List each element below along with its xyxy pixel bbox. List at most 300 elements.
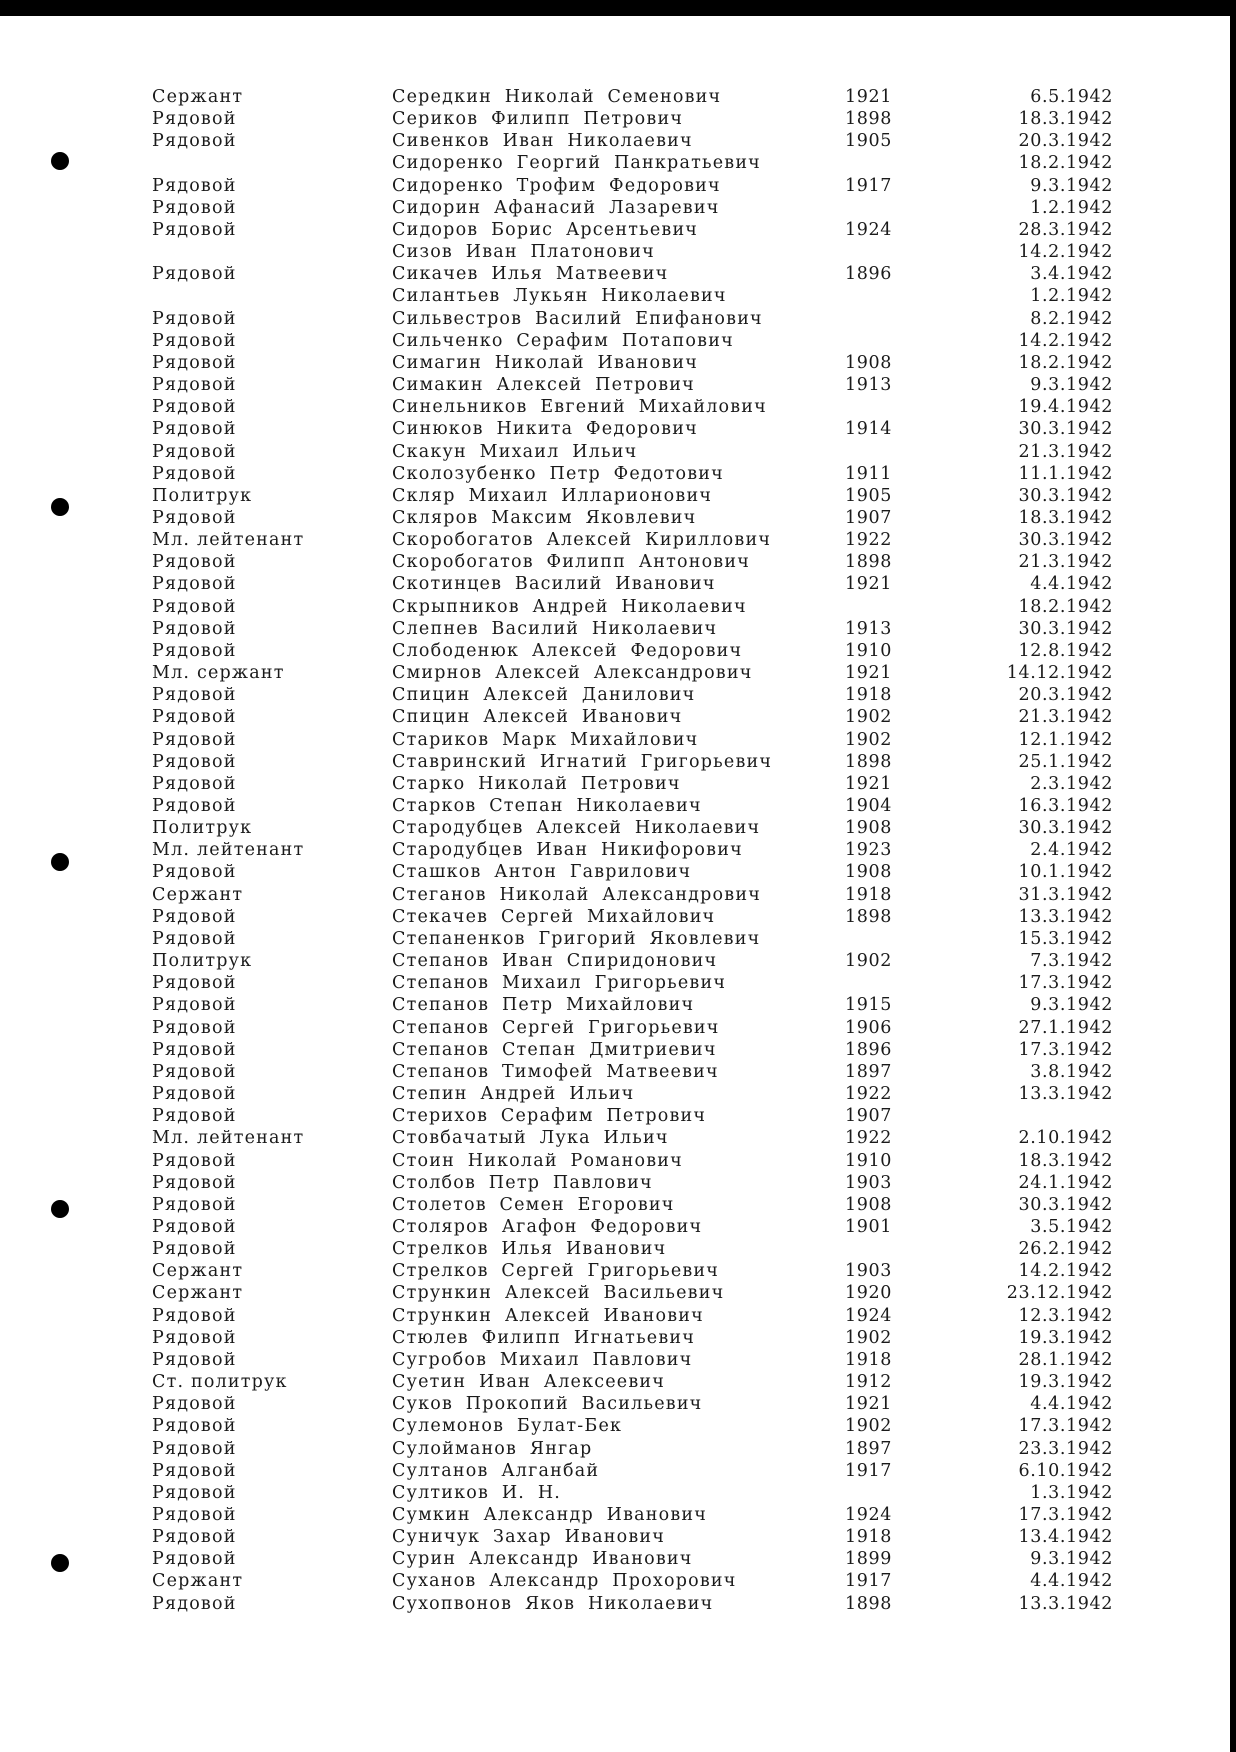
name-cell: Стюлев Филипп Игнатьевич (392, 1327, 696, 1348)
name-cell: Сташков Антон Гаврилович (392, 862, 692, 883)
rank-cell: Рядовой (152, 640, 237, 661)
date-cell: 25.1.1942 (1018, 751, 1113, 772)
rank-cell: Сержант (152, 1283, 244, 1304)
name-cell: Сулойманов Янгар (392, 1438, 593, 1459)
rank-cell: Рядовой (152, 928, 237, 949)
name-cell: Сумкин Александр Иванович (392, 1505, 708, 1525)
birth-year-cell: 1921 (845, 87, 892, 107)
list-item (0, 1282, 1236, 1304)
list-item (0, 1150, 1236, 1172)
rank-cell: Рядовой (152, 197, 237, 218)
birth-year-cell: 1910 (845, 1150, 892, 1171)
date-cell: 13.3.1942 (1018, 906, 1113, 927)
date-cell: 13.3.1942 (1018, 1084, 1113, 1105)
list-item (0, 175, 1236, 197)
rank-cell: Рядовой (152, 1527, 237, 1548)
date-cell: 4.4.1942 (1030, 1571, 1113, 1592)
rank-cell: Рядовой (152, 1416, 237, 1437)
list-item (0, 596, 1236, 618)
rank-cell: Рядовой (152, 1438, 237, 1459)
birth-year-cell: 1908 (845, 1194, 892, 1215)
name-cell: Сильвестров Василий Епифанович (392, 308, 763, 329)
rank-cell: Рядовой (152, 862, 237, 883)
date-cell: 6.5.1942 (1030, 87, 1113, 107)
name-cell: Сурин Александр Иванович (392, 1549, 693, 1570)
birth-year-cell: 1918 (845, 1349, 892, 1370)
name-cell: Сидорин Афанасий Лазаревич (392, 197, 720, 218)
list-item (0, 1482, 1236, 1504)
birth-year-cell: 1921 (845, 1394, 892, 1415)
birth-year-cell: 1918 (845, 884, 892, 905)
rank-cell: Рядовой (152, 1460, 237, 1481)
birth-year-cell: 1902 (845, 1327, 892, 1348)
date-cell: 30.3.1942 (1018, 818, 1113, 839)
date-cell: 20.3.1942 (1018, 685, 1113, 706)
list-item (0, 529, 1236, 551)
date-cell: 12.8.1942 (1018, 640, 1113, 661)
rank-cell: Рядовой (152, 796, 237, 816)
date-cell: 2.3.1942 (1030, 773, 1113, 794)
list-item (0, 418, 1236, 440)
list-item (0, 817, 1236, 839)
list-item (0, 1216, 1236, 1238)
birth-year-cell: 1924 (845, 219, 892, 240)
rank-cell: Рядовой (152, 1194, 237, 1215)
rank-cell: Рядовой (152, 1327, 237, 1348)
rank-cell: Рядовой (152, 1505, 237, 1525)
date-cell: 13.4.1942 (1018, 1527, 1113, 1548)
rank-cell: Рядовой (152, 773, 237, 794)
birth-year-cell: 1905 (845, 485, 892, 506)
date-cell: 8.2.1942 (1030, 308, 1113, 329)
birth-year-cell: 1896 (845, 1039, 892, 1060)
date-cell: 14.2.1942 (1018, 1261, 1113, 1282)
date-cell: 30.3.1942 (1018, 530, 1113, 551)
name-cell: Спицин Алексей Иванович (392, 707, 683, 728)
date-cell: 18.3.1942 (1018, 1150, 1113, 1171)
list-item (0, 1349, 1236, 1371)
birth-year-cell: 1908 (845, 352, 892, 373)
rank-cell: Рядовой (152, 707, 237, 728)
date-cell: 4.4.1942 (1030, 574, 1113, 595)
date-cell: 30.3.1942 (1018, 1194, 1113, 1215)
name-cell: Степаненков Григорий Яковлевич (392, 928, 761, 949)
date-cell: 28.1.1942 (1018, 1349, 1113, 1370)
list-item (0, 219, 1236, 241)
rank-cell: Мл. лейтенант (152, 530, 305, 551)
name-cell: Сизов Иван Платонович (392, 242, 655, 263)
birth-year-cell: 1922 (845, 1084, 892, 1105)
rank-cell: Рядовой (152, 1593, 237, 1614)
list-item (0, 706, 1236, 728)
list-item (0, 1172, 1236, 1194)
list-item (0, 1194, 1236, 1216)
date-cell: 26.2.1942 (1018, 1239, 1113, 1260)
list-item (0, 485, 1236, 507)
date-cell: 3.4.1942 (1030, 264, 1113, 285)
rank-cell: Рядовой (152, 507, 237, 528)
rank-cell: Рядовой (152, 1039, 237, 1060)
birth-year-cell: 1921 (845, 663, 892, 684)
name-cell: Скрыпников Андрей Николаевич (392, 596, 747, 617)
birth-year-cell: 1905 (845, 131, 892, 152)
name-cell: Степанов Тимофей Матвеевич (392, 1061, 719, 1082)
name-cell: Степанов Степан Дмитриевич (392, 1039, 717, 1060)
list-item (0, 839, 1236, 861)
name-cell: Смирнов Алексей Александрович (392, 663, 753, 684)
name-cell: Суков Прокопий Васильевич (392, 1394, 703, 1415)
birth-year-cell: 1897 (845, 1061, 892, 1082)
rank-cell: Рядовой (152, 1172, 237, 1193)
date-cell: 18.2.1942 (1018, 352, 1113, 373)
name-cell: Стародубцев Алексей Николаевич (392, 818, 761, 839)
date-cell: 14.2.1942 (1018, 330, 1113, 351)
birth-year-cell: 1922 (845, 1128, 892, 1149)
list-item (0, 1238, 1236, 1260)
rank-cell: Рядовой (152, 973, 237, 994)
scan-border-top (0, 0, 1236, 16)
name-cell: Синельников Евгений Михайлович (392, 397, 767, 418)
birth-year-cell: 1924 (845, 1505, 892, 1525)
date-cell: 1.3.1942 (1030, 1482, 1113, 1503)
list-item (0, 972, 1236, 994)
list-item (0, 618, 1236, 640)
list-item (0, 573, 1236, 595)
name-cell: Стоин Николай Романович (392, 1150, 683, 1171)
name-cell: Стариков Марк Михайлович (392, 729, 699, 750)
birth-year-cell: 1912 (845, 1372, 892, 1393)
date-cell: 3.8.1942 (1030, 1061, 1113, 1082)
birth-year-cell: 1903 (845, 1261, 892, 1282)
name-cell: Стрелков Сергей Григорьевич (392, 1261, 720, 1282)
name-cell: Сикачев Илья Матвеевич (392, 264, 669, 285)
rank-cell: Рядовой (152, 1394, 237, 1415)
rank-cell: Политрук (152, 818, 253, 839)
list-item (0, 928, 1236, 950)
birth-year-cell: 1908 (845, 818, 892, 839)
rank-cell: Рядовой (152, 397, 237, 418)
list-item (0, 1460, 1236, 1482)
rank-cell: Рядовой (152, 1061, 237, 1082)
rank-cell: Ст. политрук (152, 1372, 288, 1393)
name-cell: Султиков И. Н. (392, 1482, 562, 1503)
date-cell: 1.2.1942 (1030, 286, 1113, 307)
birth-year-cell: 1918 (845, 685, 892, 706)
list-item (0, 751, 1236, 773)
date-cell: 4.4.1942 (1030, 1394, 1113, 1415)
list-item (0, 241, 1236, 263)
date-cell: 3.5.1942 (1030, 1216, 1113, 1237)
name-cell: Скоробогатов Алексей Кириллович (392, 530, 772, 551)
name-cell: Степин Андрей Ильич (392, 1084, 635, 1105)
birth-year-cell: 1902 (845, 1416, 892, 1437)
rank-cell: Сержант (152, 884, 244, 905)
rank-cell: Рядовой (152, 352, 237, 373)
name-cell: Скакун Михаил Ильич (392, 441, 638, 462)
name-cell: Старко Николай Петрович (392, 773, 681, 794)
rank-cell: Рядовой (152, 552, 237, 573)
rank-cell: Рядовой (152, 441, 237, 462)
list-item (0, 1393, 1236, 1415)
date-cell: 30.3.1942 (1018, 485, 1113, 506)
rank-cell: Рядовой (152, 596, 237, 617)
rank-cell: Рядовой (152, 131, 237, 152)
birth-year-cell: 1901 (845, 1216, 892, 1237)
list-item (0, 330, 1236, 352)
rank-cell: Рядовой (152, 1017, 237, 1038)
birth-year-cell: 1913 (845, 618, 892, 639)
name-cell: Сидоренко Трофим Федорович (392, 175, 721, 196)
date-cell: 19.4.1942 (1018, 397, 1113, 418)
name-cell: Сидоренко Георгий Панкратьевич (392, 153, 761, 174)
rank-cell: Рядовой (152, 1106, 237, 1127)
list-item (0, 507, 1236, 529)
date-cell: 17.3.1942 (1018, 973, 1113, 994)
rank-cell: Сержант (152, 1261, 244, 1282)
list-item (0, 861, 1236, 883)
date-cell: 18.2.1942 (1018, 153, 1113, 174)
date-cell: 12.1.1942 (1018, 729, 1113, 750)
name-cell: Столбов Петр Павлович (392, 1172, 653, 1193)
name-cell: Скоробогатов Филипп Антонович (392, 552, 750, 573)
birth-year-cell: 1907 (845, 1106, 892, 1127)
date-cell: 20.3.1942 (1018, 131, 1113, 152)
rank-cell: Рядовой (152, 219, 237, 240)
date-cell: 21.3.1942 (1018, 707, 1113, 728)
birth-year-cell: 1903 (845, 1172, 892, 1193)
name-cell: Суханов Александр Прохорович (392, 1571, 737, 1592)
list-item (0, 884, 1236, 906)
name-cell: Султанов Алганбай (392, 1460, 600, 1481)
name-cell: Слепнев Василий Николаевич (392, 618, 718, 639)
birth-year-cell: 1913 (845, 375, 892, 396)
list-item (0, 441, 1236, 463)
name-cell: Столяров Агафон Федорович (392, 1216, 703, 1237)
date-cell: 6.10.1942 (1018, 1460, 1113, 1481)
name-cell: Скотинцев Василий Иванович (392, 574, 716, 595)
list-item (0, 130, 1236, 152)
rank-cell: Рядовой (152, 1239, 237, 1260)
list-item (0, 640, 1236, 662)
date-cell: 23.3.1942 (1018, 1438, 1113, 1459)
birth-year-cell: 1898 (845, 109, 892, 130)
rank-cell: Политрук (152, 485, 253, 506)
name-cell: Спицин Алексей Данилович (392, 685, 696, 706)
rank-cell: Мл. лейтенант (152, 1128, 305, 1149)
rank-cell: Рядовой (152, 574, 237, 595)
rank-cell: Политрук (152, 951, 253, 972)
date-cell: 19.3.1942 (1018, 1327, 1113, 1348)
date-cell: 28.3.1942 (1018, 219, 1113, 240)
name-cell: Стрункин Алексей Иванович (392, 1305, 704, 1326)
name-cell: Сугробов Михаил Павлович (392, 1349, 693, 1370)
birth-year-cell: 1896 (845, 264, 892, 285)
list-item (0, 994, 1236, 1016)
birth-year-cell: 1917 (845, 175, 892, 196)
list-item (0, 1371, 1236, 1393)
rank-cell: Сержант (152, 1571, 244, 1592)
birth-year-cell: 1923 (845, 840, 892, 861)
list-item (0, 729, 1236, 751)
date-cell: 21.3.1942 (1018, 552, 1113, 573)
name-cell: Суетин Иван Алексеевич (392, 1372, 666, 1393)
birth-year-cell: 1921 (845, 773, 892, 794)
date-cell: 16.3.1942 (1018, 796, 1113, 816)
name-cell: Суничук Захар Иванович (392, 1527, 666, 1548)
rank-cell: Сержант (152, 87, 244, 107)
date-cell: 27.1.1942 (1018, 1017, 1113, 1038)
date-cell: 17.3.1942 (1018, 1505, 1113, 1525)
date-cell: 30.3.1942 (1018, 618, 1113, 639)
name-cell: Сильченко Серафим Потапович (392, 330, 734, 351)
name-cell: Степанов Петр Михайлович (392, 995, 695, 1016)
rank-cell: Рядовой (152, 330, 237, 351)
list-item (0, 108, 1236, 130)
rank-cell: Рядовой (152, 1482, 237, 1503)
date-cell: 9.3.1942 (1030, 995, 1113, 1016)
birth-year-cell: 1921 (845, 574, 892, 595)
date-cell: 18.3.1942 (1018, 109, 1113, 130)
birth-year-cell: 1902 (845, 729, 892, 750)
rank-cell: Рядовой (152, 1349, 237, 1370)
date-cell: 30.3.1942 (1018, 419, 1113, 440)
birth-year-cell: 1904 (845, 796, 892, 816)
list-item (0, 463, 1236, 485)
list-item (0, 1083, 1236, 1105)
list-item (0, 684, 1236, 706)
rank-cell: Рядовой (152, 175, 237, 196)
birth-year-cell: 1924 (845, 1305, 892, 1326)
name-cell: Сколозубенко Петр Федотович (392, 463, 724, 484)
name-cell: Слободенюк Алексей Федорович (392, 640, 743, 661)
birth-year-cell: 1917 (845, 1460, 892, 1481)
name-cell: Стерихов Серафим Петрович (392, 1106, 707, 1127)
rank-cell: Рядовой (152, 751, 237, 772)
list-item (0, 950, 1236, 972)
date-cell: 1.2.1942 (1030, 197, 1113, 218)
rank-cell: Рядовой (152, 1549, 237, 1570)
list-item (0, 1548, 1236, 1570)
name-cell: Синюков Никита Федорович (392, 419, 698, 440)
date-cell: 9.3.1942 (1030, 175, 1113, 196)
name-cell: Степанов Сергей Григорьевич (392, 1017, 720, 1038)
name-cell: Стеганов Николай Александрович (392, 884, 761, 905)
name-cell: Степанов Иван Спиридонович (392, 951, 718, 972)
list-item (0, 795, 1236, 817)
date-cell: 23.12.1942 (1006, 1283, 1113, 1304)
list-item (0, 1415, 1236, 1437)
date-cell: 24.1.1942 (1018, 1172, 1113, 1193)
birth-year-cell: 1920 (845, 1283, 892, 1304)
rank-cell: Рядовой (152, 463, 237, 484)
list-item (0, 1570, 1236, 1592)
date-cell: 9.3.1942 (1030, 1549, 1113, 1570)
birth-year-cell: 1899 (845, 1549, 892, 1570)
birth-year-cell: 1915 (845, 995, 892, 1016)
name-cell: Симагин Николай Иванович (392, 352, 698, 373)
date-cell: 21.3.1942 (1018, 441, 1113, 462)
birth-year-cell: 1906 (845, 1017, 892, 1038)
name-cell: Столетов Семен Егорович (392, 1194, 675, 1215)
birth-year-cell: 1897 (845, 1438, 892, 1459)
name-cell: Скляров Максим Яковлевич (392, 507, 697, 528)
name-cell: Стрелков Илья Иванович (392, 1239, 667, 1260)
personnel-list (0, 86, 1236, 1615)
rank-cell: Мл. сержант (152, 663, 285, 684)
name-cell: Стрункин Алексей Васильевич (392, 1283, 725, 1304)
date-cell: 9.3.1942 (1030, 375, 1113, 396)
rank-cell: Рядовой (152, 1216, 237, 1237)
name-cell: Стовбачатый Лука Ильич (392, 1128, 669, 1149)
list-item (0, 1327, 1236, 1349)
list-item (0, 1017, 1236, 1039)
birth-year-cell: 1902 (845, 707, 892, 728)
date-cell: 19.3.1942 (1018, 1372, 1113, 1393)
name-cell: Сериков Филипп Петрович (392, 109, 684, 130)
list-item (0, 1105, 1236, 1127)
list-item (0, 263, 1236, 285)
date-cell: 17.3.1942 (1018, 1039, 1113, 1060)
rank-cell: Рядовой (152, 906, 237, 927)
birth-year-cell: 1918 (845, 1527, 892, 1548)
date-cell: 10.1.1942 (1018, 862, 1113, 883)
list-item (0, 1526, 1236, 1548)
list-item (0, 1438, 1236, 1460)
date-cell: 18.2.1942 (1018, 596, 1113, 617)
date-cell: 7.3.1942 (1030, 951, 1113, 972)
name-cell: Ставринский Игнатий Григорьевич (392, 751, 773, 772)
birth-year-cell: 1898 (845, 751, 892, 772)
date-cell: 17.3.1942 (1018, 1416, 1113, 1437)
birth-year-cell: 1902 (845, 951, 892, 972)
birth-year-cell: 1898 (845, 552, 892, 573)
rank-cell: Мл. лейтенант (152, 840, 305, 861)
date-cell: 12.3.1942 (1018, 1305, 1113, 1326)
name-cell: Сивенков Иван Николаевич (392, 131, 693, 152)
name-cell: Стародубцев Иван Никифорович (392, 840, 743, 861)
name-cell: Скляр Михаил Илларионович (392, 485, 713, 506)
date-cell: 2.10.1942 (1018, 1128, 1113, 1149)
list-item (0, 374, 1236, 396)
list-item (0, 152, 1236, 174)
rank-cell: Рядовой (152, 375, 237, 396)
list-item (0, 285, 1236, 307)
name-cell: Симакин Алексей Петрович (392, 375, 695, 396)
name-cell: Сидоров Борис Арсентьевич (392, 219, 699, 240)
birth-year-cell: 1917 (845, 1571, 892, 1592)
list-item (0, 551, 1236, 573)
rank-cell: Рядовой (152, 1305, 237, 1326)
birth-year-cell: 1898 (845, 1593, 892, 1614)
list-item (0, 1305, 1236, 1327)
name-cell: Стекачев Сергей Михайлович (392, 906, 716, 927)
rank-cell: Рядовой (152, 1084, 237, 1105)
birth-year-cell: 1898 (845, 906, 892, 927)
rank-cell: Рядовой (152, 618, 237, 639)
list-item (0, 86, 1236, 108)
rank-cell: Рядовой (152, 729, 237, 750)
date-cell: 14.2.1942 (1018, 242, 1113, 263)
birth-year-cell: 1908 (845, 862, 892, 883)
list-item (0, 1260, 1236, 1282)
birth-year-cell: 1911 (845, 463, 892, 484)
name-cell: Сухопвонов Яков Николаевич (392, 1593, 714, 1614)
list-item (0, 662, 1236, 684)
date-cell: 14.12.1942 (1006, 663, 1113, 684)
list-item (0, 1039, 1236, 1061)
birth-year-cell: 1922 (845, 530, 892, 551)
rank-cell: Рядовой (152, 109, 237, 130)
